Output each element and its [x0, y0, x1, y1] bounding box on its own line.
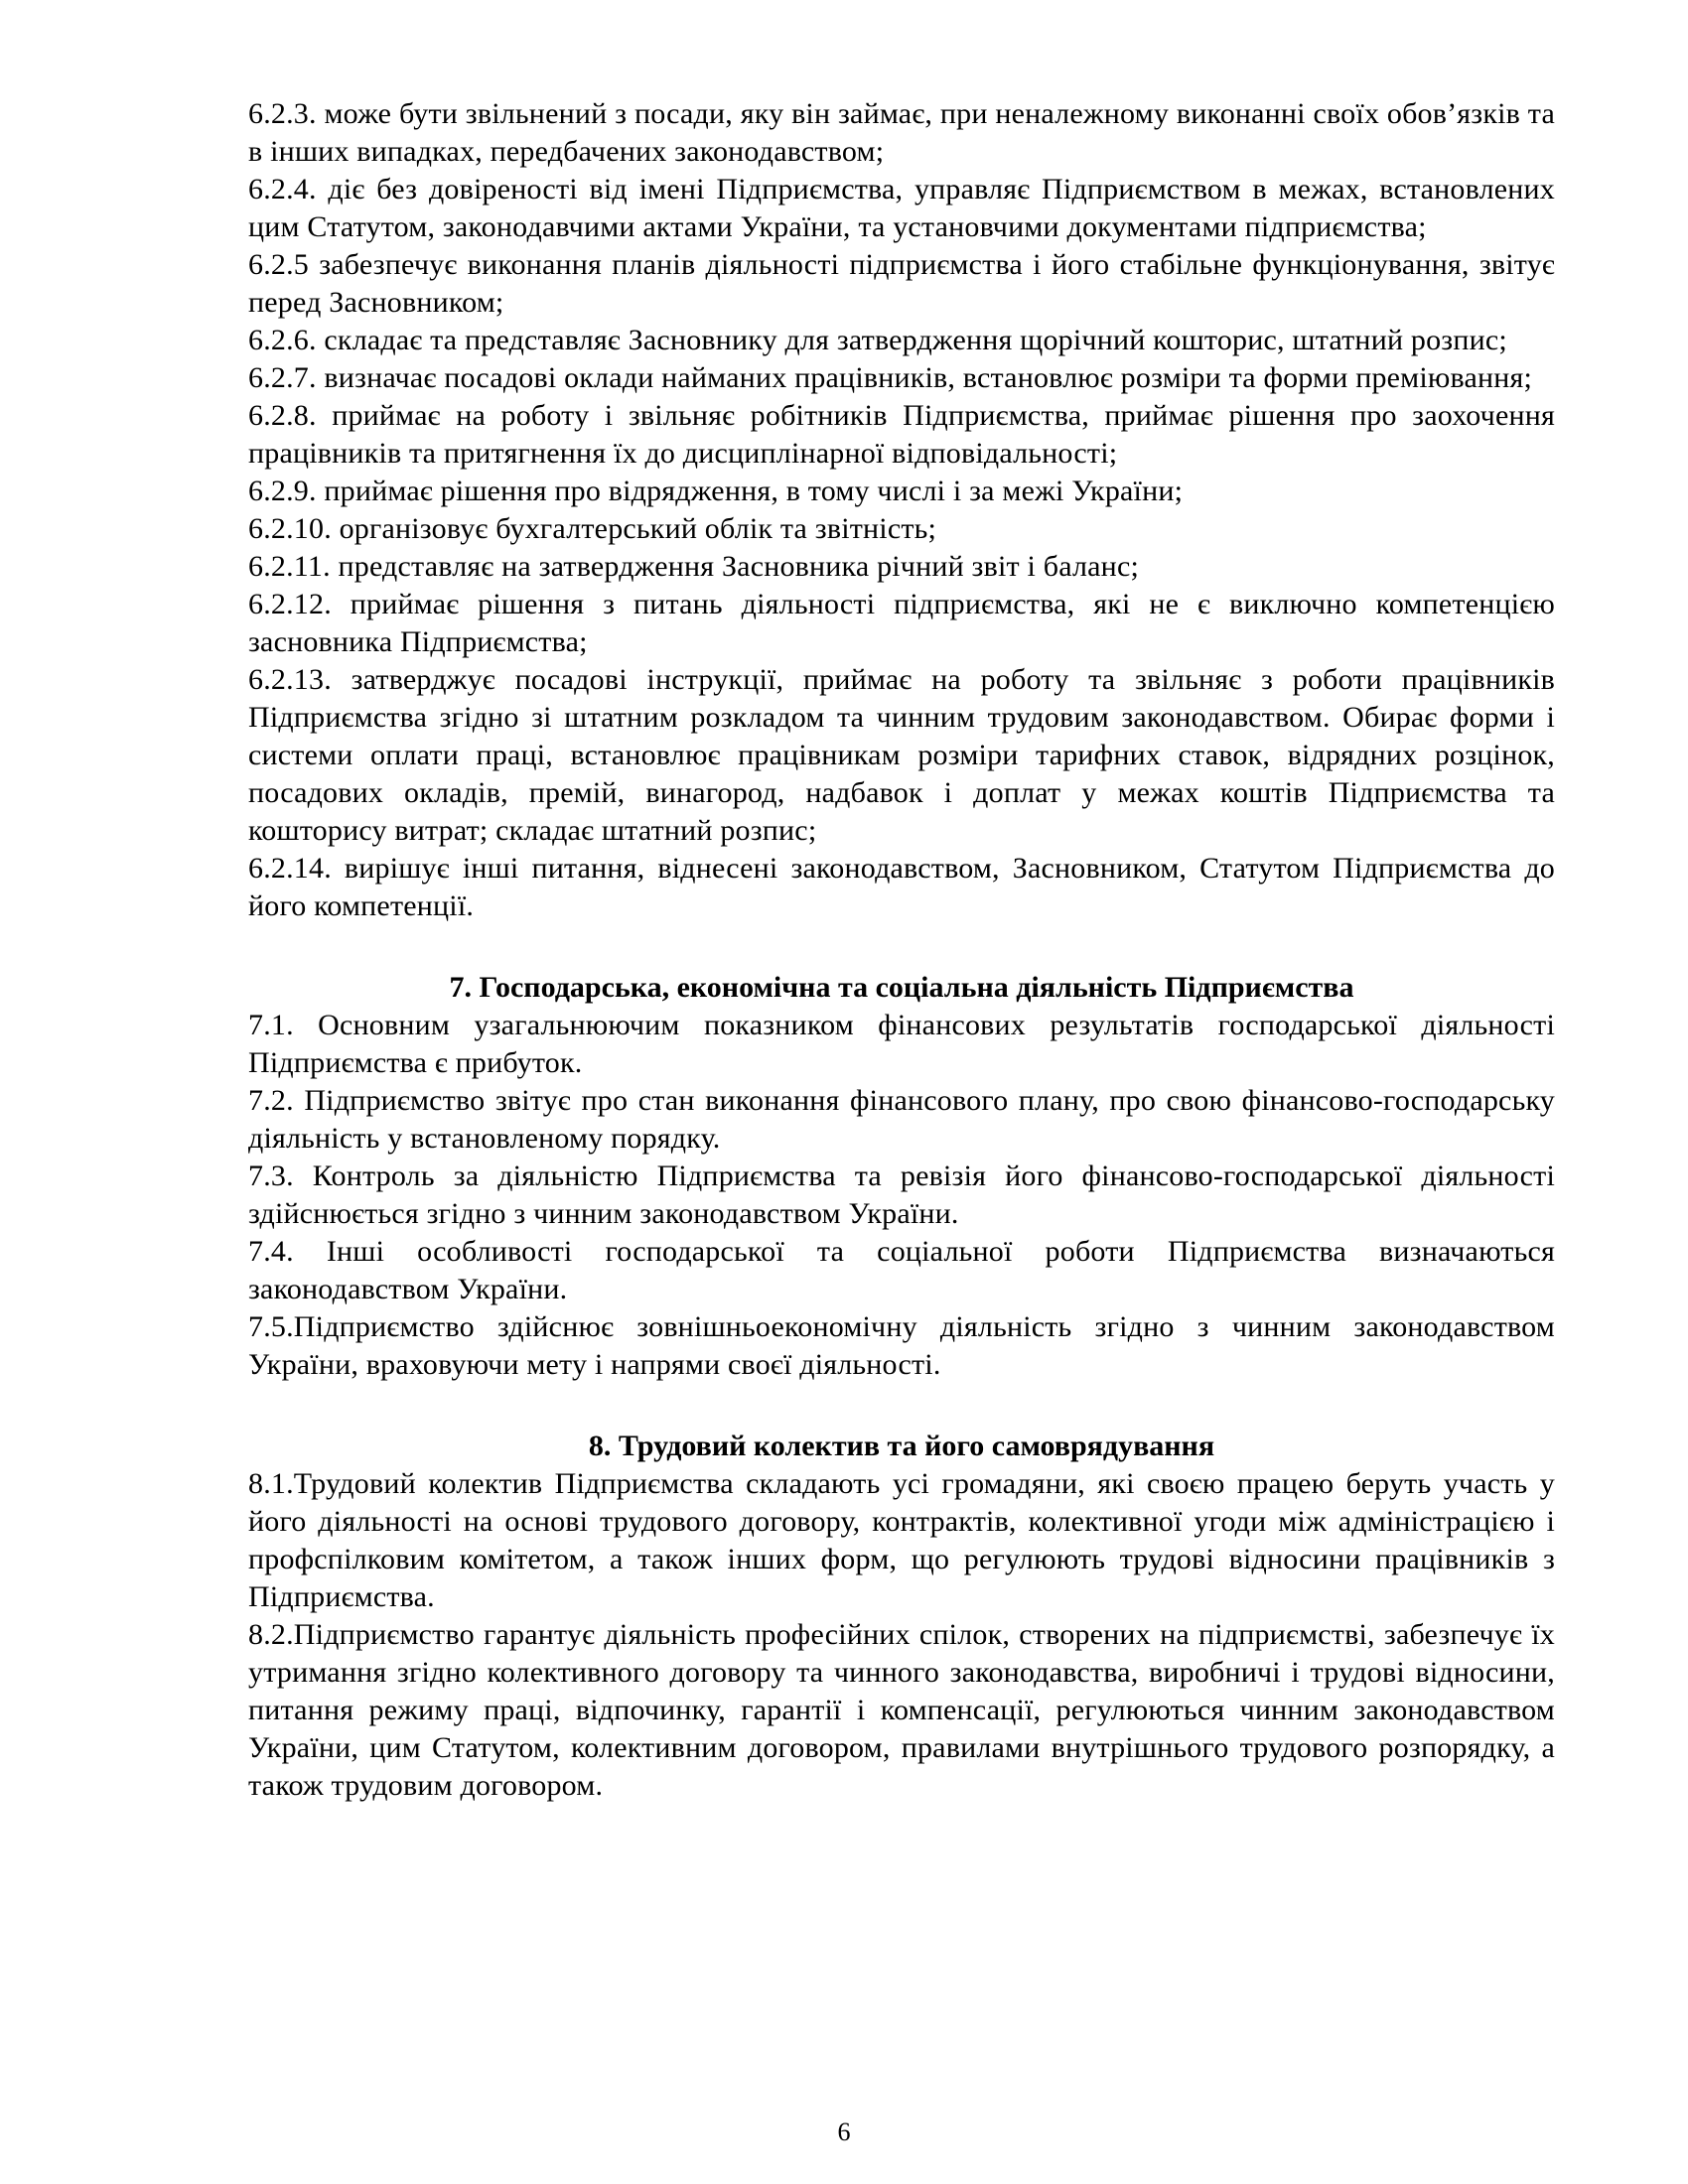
clause-6-2-3: 6.2.3. може бути звільнений з посади, яку він займає, при неналежному виконанні своїх обов’язків та в інших випадках, передбачених законодавством;: [248, 97, 1555, 168]
clause-6-2-9: 6.2.9. приймає рішення про відрядження, в тому числі і за межі України;: [248, 475, 1184, 507]
clause-6-2-13: 6.2.13. затверджує посадові інструкції, приймає на роботу та звільняє з роботи працівників Підприємства згідно зі штатним розкладом та чинним трудовим законодавством. Обирає форми і системи оплати праці, встановлює працівникам розміри тарифних ставок, відрядних розцінок, посадових окладів, премій, винагород, надбавок і доплат у межах коштів Підприємства та кошторису витрат; складає штатний розпис;: [248, 663, 1555, 847]
clause-6-2-7: 6.2.7. визначає посадові оклади найманих працівників, встановлює розміри та форми преміювання;: [248, 361, 1533, 394]
page-number: 6: [837, 2117, 851, 2146]
clause-6-2-10: 6.2.10. організовує бухгалтерський облік та звітність;: [248, 512, 937, 545]
section-7-heading: 7. Господарська, економічна та соціальна діяльність Підприємства: [449, 971, 1354, 1004]
clause-7-5: 7.5.Підприємство здійснює зовнішньоекономічну діяльність згідно з чинним законодавством України, враховуючи мету і напрями своєї діяльності.: [248, 1310, 1555, 1381]
section-8-heading: 8. Трудовий колектив та його самоврядування: [588, 1430, 1215, 1462]
clause-6-2-6: 6.2.6. складає та представляє Засновнику для затвердження щорічний кошторис, штатний розпис;: [248, 324, 1507, 356]
section-8: [248, 1428, 1555, 1805]
clause-6-2-5: 6.2.5 забезпечує виконання планів діяльності підприємства і його стабільне функціонування, звітує перед Засновником;: [248, 248, 1555, 319]
clause-7-2: 7.2. Підприємство звітує про стан виконання фінансового плану, про свою фінансово-господарську діяльність у встановленому порядку.: [248, 1084, 1555, 1155]
clause-7-4: 7.4. Інші особливості господарської та соціальної роботи Підприємства визначаються законодавством України.: [248, 1235, 1555, 1305]
clause-6-2-8: 6.2.8. приймає на роботу і звільняє робітників Підприємства, приймає рішення про заохочення працівників та притягнення їх до дисциплінарної відповідальності;: [248, 399, 1555, 470]
clause-6-2-4: 6.2.4. діє без довіреності від імені Підприємства, управляє Підприємством в межах, встановлених цим Статутом, законодавчими актами України, та установчими документами підприємства;: [248, 173, 1555, 243]
section-7: [248, 969, 1555, 1384]
clause-8-1: 8.1.Трудовий колектив Підприємства складають усі громадяни, які своєю працею беруть участь у його діяльності на основі трудового договору, контрактів, колективної угоди між адміністрацією і профспілковим комітетом, а також інших форм, що регулюють трудові відносини працівників з Підприємства.: [248, 1467, 1555, 1613]
clause-6-2-11: 6.2.11. представляє на затвердження Засновника річний звіт і баланс;: [248, 550, 1139, 583]
clause-6-2-14: 6.2.14. вирішує інші питання, віднесені законодавством, Засновником, Статутом Підприємства до його компетенції.: [248, 852, 1555, 922]
clause-7-1: 7.1. Основним узагальнюючим показником фінансових результатів господарської діяльності Підприємства є прибуток.: [248, 1009, 1555, 1079]
clause-7-3: 7.3. Контроль за діяльністю Підприємства та ревізія його фінансово-господарської діяльності здійснюється згідно з чинним законодавством України.: [248, 1160, 1555, 1230]
clause-8-2: 8.2.Підприємство гарантує діяльність професійних спілок, створених на підприємстві, забезпечує їх утримання згідно колективного договору та чинного законодавства, виробничі і трудові відносини, питання режиму праці, відпочинку, гарантії і компенсації, регулюються чинним законодавством України, цим Статутом, колективним договором, правилами внутрішнього трудового розпорядку, а також трудовим договором.: [248, 1618, 1555, 1802]
clause-6-2-12: 6.2.12. приймає рішення з питань діяльності підприємства, які не є виключно компетенцією засновника Підприємства;: [248, 588, 1555, 658]
document-page: [248, 95, 1555, 1805]
section-6-items: [248, 95, 1555, 925]
